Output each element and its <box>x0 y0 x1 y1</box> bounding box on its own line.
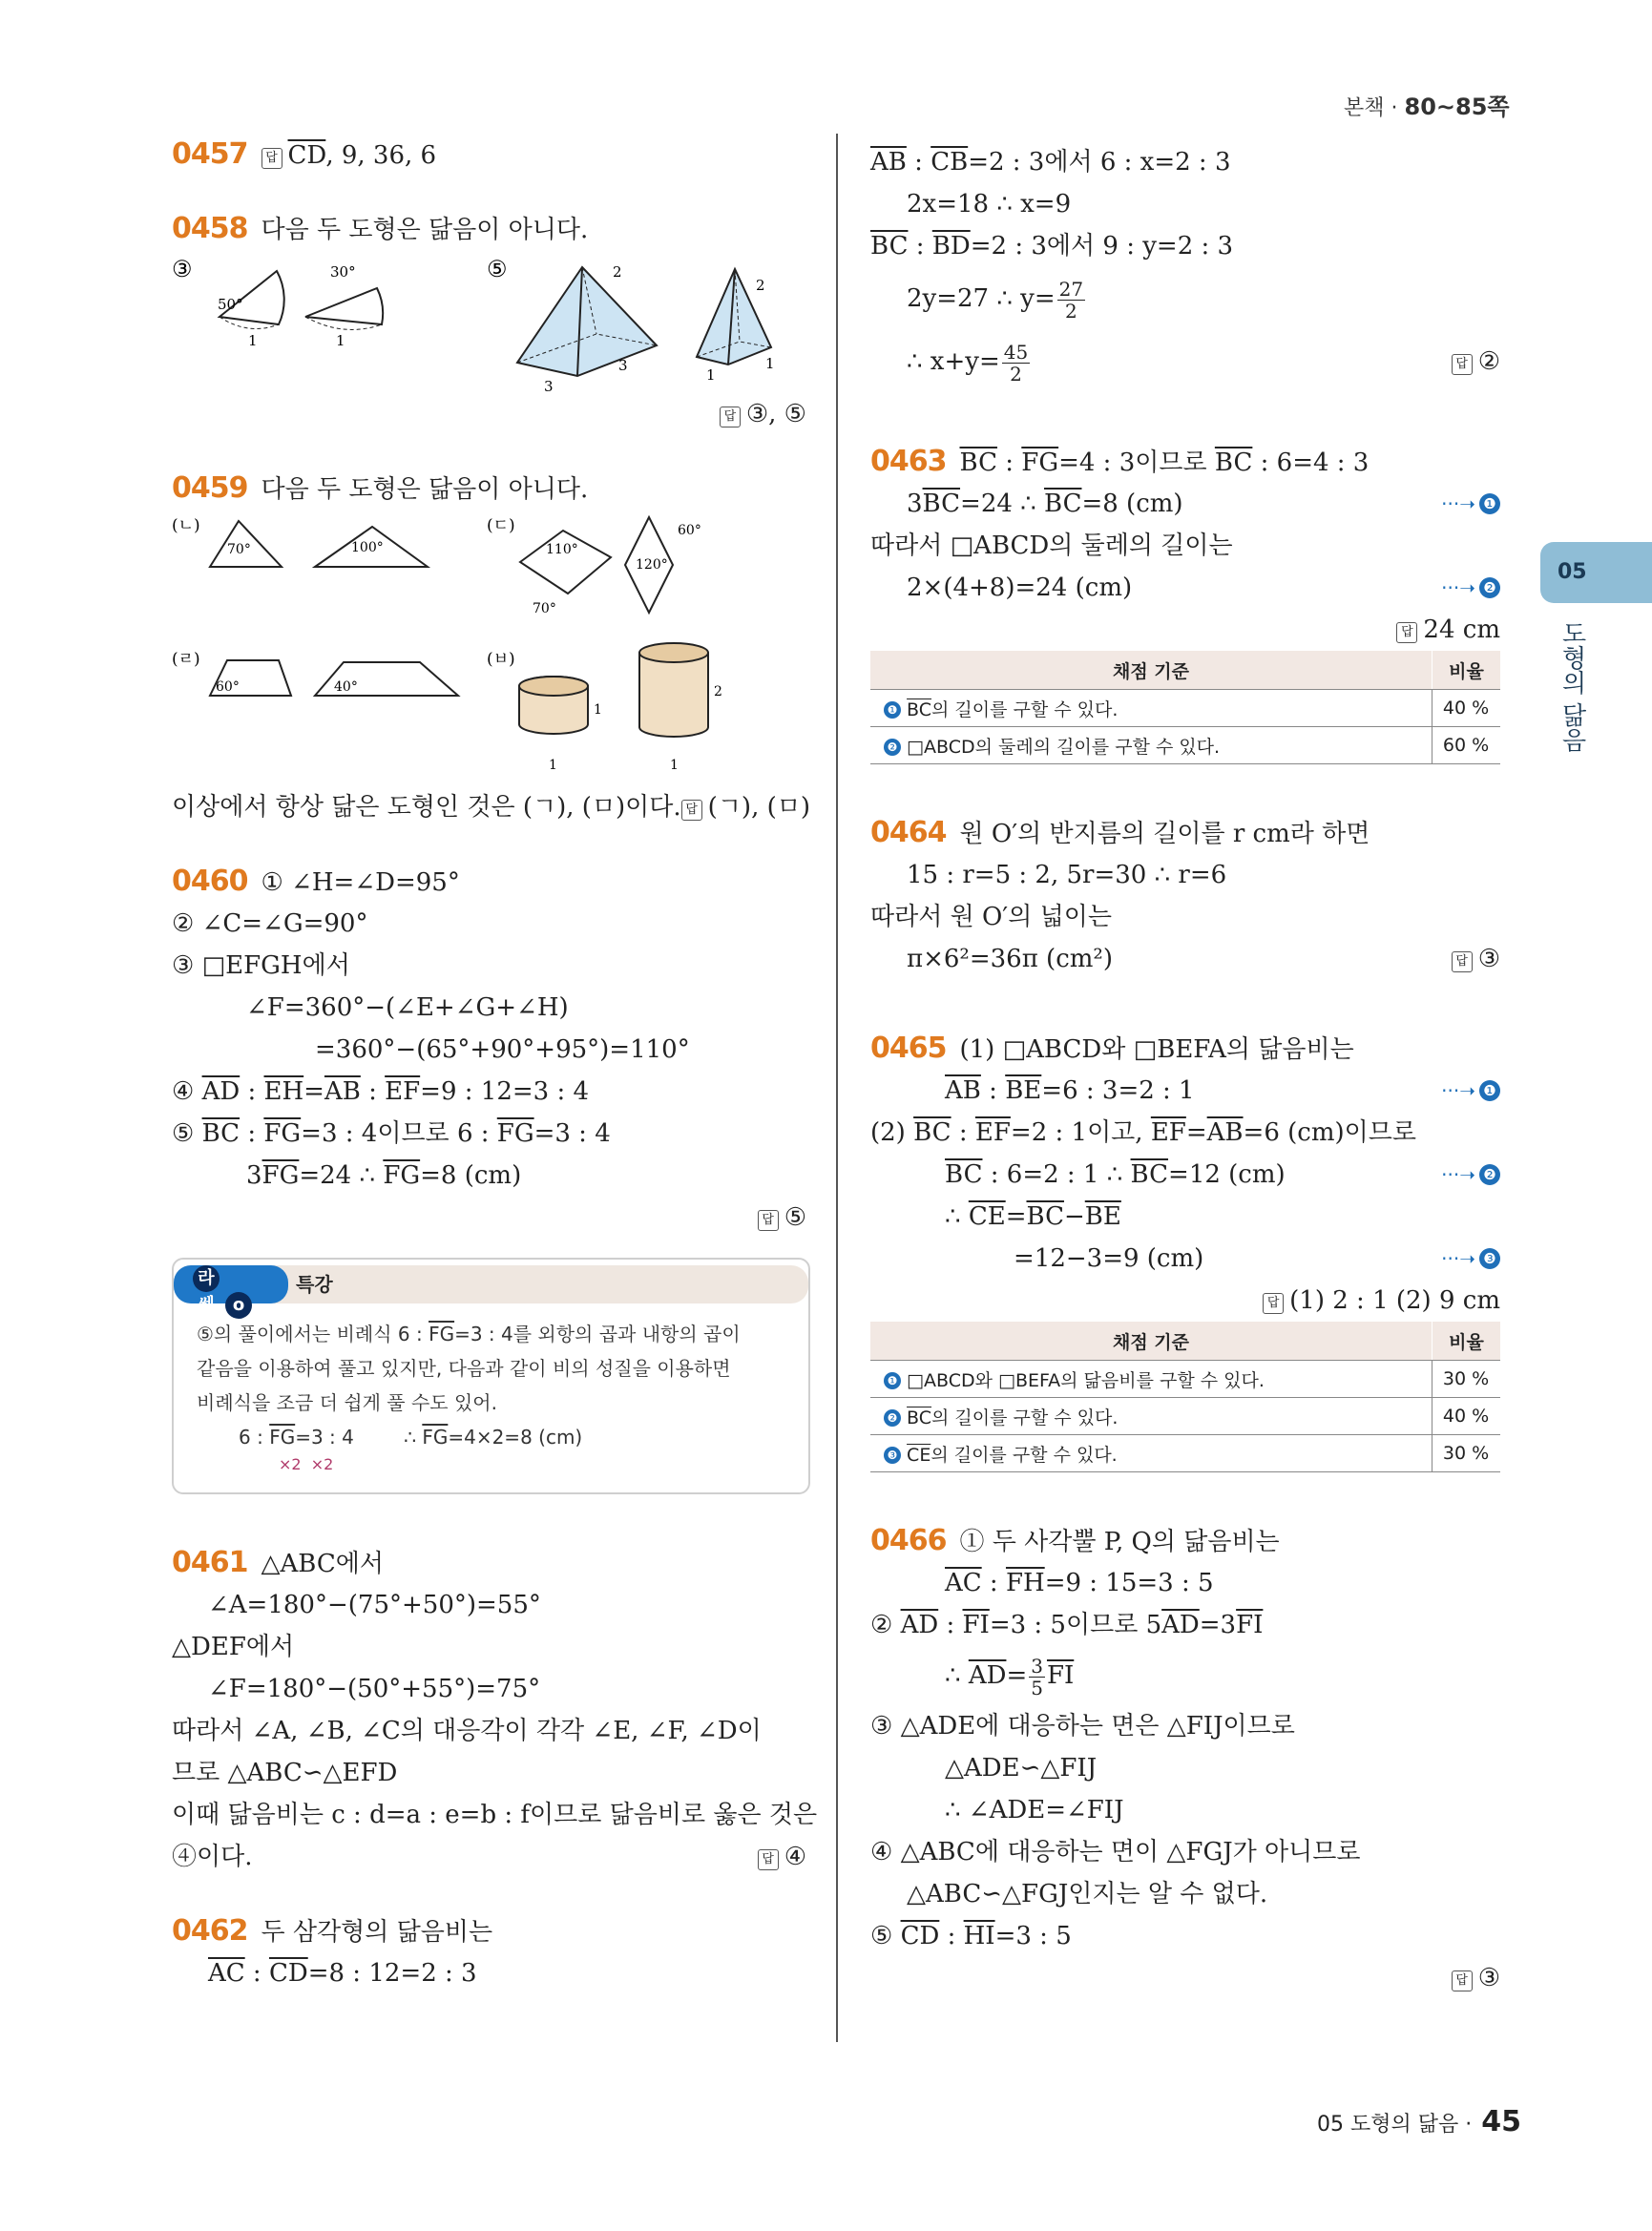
solution-line: 2x=18 ∴ x=9 <box>907 190 1072 219</box>
solution-line: △ABC∽△FGJ인지는 알 수 없다. <box>907 1880 1268 1908</box>
table-row: ❸ $\overline{CE}$의 길이를 구할 수 있다. 30 % <box>870 1435 1500 1472</box>
problem-number: 0463 <box>870 445 947 478</box>
problem-number: 0458 <box>172 212 248 245</box>
answer-icon: 답 <box>1396 622 1417 643</box>
left-column <box>172 134 818 1994</box>
solution-line: $\overline{AC}$ : $\overline{FH}=9$ : 15=3 : 5 <box>945 1569 1214 1597</box>
tip-header <box>174 1265 808 1315</box>
figure-label: (ㄷ) <box>487 516 515 535</box>
problem-number: 0464 <box>870 816 947 849</box>
solution-line: 따라서 □ABCD의 둘레의 길이는 <box>870 532 1233 560</box>
answer-icon: 답 <box>1263 1293 1284 1314</box>
figure-label: ③ <box>172 256 193 282</box>
solution-line: $3\overline{FG}=24$ ∴ $\overline{FG}=8$ (cm) <box>246 1161 522 1190</box>
step-marker: ❶ <box>1479 493 1500 514</box>
segment: $\overline{CD}$ <box>287 141 326 170</box>
table-row: ❷ $\overline{BC}$의 길이를 구할 수 있다. 40 % <box>870 1398 1500 1435</box>
problem-0464 <box>870 812 1500 980</box>
page-number: 45 <box>1481 2105 1521 2138</box>
step-marker: ❸ <box>1479 1248 1500 1269</box>
angle-label: 40° <box>334 679 358 695</box>
solution-line: ∴ x+y= $\frac{45}{2}$ 답 ② <box>907 340 1500 386</box>
answer-icon: 답 <box>758 1849 779 1870</box>
solution-line: ∠A=180°−(75°+50°)=55° <box>208 1591 541 1619</box>
solution-line: 므로 △ABC∽△EFD <box>172 1759 398 1787</box>
solution-line: ⑤ $\overline{BC}$ : $\overline{FG}=3$ : 4이므로 6 : $\overline{FG}=3$ : 4 <box>172 1119 611 1148</box>
problem-0462 <box>172 1910 806 1994</box>
solution-line: ④이다. <box>172 1843 253 1871</box>
figure-0458 <box>172 250 806 393</box>
solution-line: ② $\overline{AD}$ : $\overline{FI}=3$ : 5이므로 $5\overline{AD}=3\overline{FI}$ <box>870 1611 1264 1639</box>
solution-line: 2y=27 ∴ y= $\frac{27}{2}$ <box>907 277 1084 323</box>
solution-line: 이때 닮음비는 c : d=a : e=b : f이므로 닮음비로 옳은 것은 <box>172 1801 818 1829</box>
angle-label: 70° <box>533 601 556 616</box>
solution-line: (1) □ABCD와 □BEFA의 닮음비는 <box>959 1035 1354 1064</box>
solution-line: △DEF에서 <box>172 1633 295 1661</box>
answer-text: , 9, 36, 6 <box>325 141 437 170</box>
solution-line: ③ □EFGH에서 <box>172 951 350 980</box>
solution-line: ③ △ADE에 대응하는 면은 △FIJ이므로 <box>870 1712 1295 1741</box>
answer-text: ④ <box>784 1843 806 1871</box>
solution-line: ⑤ $\overline{CD}$ : $\overline{HI}=3$ : 5 <box>870 1922 1072 1950</box>
problem-0459 <box>172 468 811 828</box>
table-row: ❶ $\overline{BC}$의 길이를 구할 수 있다. 40 % <box>870 690 1500 727</box>
angle-label: 110° <box>546 542 578 557</box>
multiplier-label: ×2 <box>310 1455 334 1473</box>
solution-line: $\overline{BC}$ : $\overline{BD}=2$ : 3에서 9 : y=2 : 3 <box>870 232 1234 261</box>
answer-icon: 답 <box>1452 1970 1473 1991</box>
problem-number: 0459 <box>172 471 248 505</box>
solution-line: =12−3=9 (cm) ···➝ ❸ <box>870 1238 1500 1280</box>
solution-line: $\overline{BC}$ : 6=2 : 1 ∴ $\overline{BC}=12$ (cm) ···➝ ❷ <box>870 1154 1500 1196</box>
solution-line: △ADE∽△FIJ <box>945 1754 1098 1783</box>
chapter-tab-title: 도형의 닮음 <box>1558 620 1586 753</box>
answer-text: (ㄱ), (ㅁ) <box>707 793 811 822</box>
figure-label: ⑤ <box>487 256 508 282</box>
length-label: 1 <box>336 332 345 349</box>
solution-line: 따라서 ∠A, ∠B, ∠C의 대응각이 각각 ∠E, ∠F, ∠D이 <box>172 1717 762 1745</box>
cylinder-large <box>639 653 708 737</box>
solution-line: ④ $\overline{AD}$ : $\overline{EH}=\overline{AB}$ : $\overline{EF}=9$ : 12=3 : 4 <box>172 1077 590 1106</box>
problem-0465 <box>870 1028 1500 1472</box>
answer-icon: 답 <box>720 407 741 427</box>
length-label: 1 <box>594 702 602 718</box>
answer-text: (1) 2 : 1 (2) 9 cm <box>1289 1286 1500 1315</box>
answer-icon: 답 <box>1452 354 1473 375</box>
answer-text: ③ <box>1477 1964 1500 1992</box>
book-reference: 본책 · 80~85쪽 <box>1344 94 1510 120</box>
solution-line: ② ∠C=∠G=90° <box>172 909 368 938</box>
length-label: 1 <box>765 355 775 372</box>
solution-line: ∴ $\overline{CE}=\overline{BC}-\overline{BE}$ <box>945 1202 1121 1231</box>
answer-icon: 답 <box>1452 951 1473 972</box>
conclusion: 이상에서 항상 닮은 도형인 것은 (ㄱ), (ㅁ)이다. <box>172 793 681 822</box>
step-marker: ❷ <box>1479 577 1500 598</box>
solution-line: 원 O′의 반지름의 길이를 r cm라 하면 <box>959 820 1370 848</box>
problem-number: 0461 <box>172 1546 248 1579</box>
table-header: 비율 <box>1432 651 1501 690</box>
tip-title: 특강 <box>296 1273 333 1296</box>
step-marker: ❶ <box>1479 1080 1500 1101</box>
problem-0457 <box>172 134 806 176</box>
problem-number: 0460 <box>172 865 248 898</box>
table-row: ❷ □ABCD의 둘레의 길이를 구할 수 있다. 60 % <box>870 727 1500 764</box>
length-label: 2 <box>756 277 765 294</box>
problem-number: 0466 <box>870 1524 947 1557</box>
problem-0458 <box>172 208 806 435</box>
footer-chapter: 05 도형의 닮음 · <box>1317 2113 1473 2137</box>
solution-line: 15 : r=5 : 2, 5r=30 ∴ r=6 <box>907 861 1227 889</box>
solution-line: $\overline{AC}$ : $\overline{CD}=8$ : 12=2 : 3 <box>208 1959 477 1988</box>
problem-0460 <box>172 861 806 1239</box>
angle-label: 100° <box>351 540 384 555</box>
solution-line: ∠F=180°−(50°+55°)=75° <box>208 1675 541 1703</box>
angle-label: 60° <box>216 679 240 695</box>
solution-line: 따라서 원 O′의 넓이는 <box>870 903 1112 931</box>
column-divider <box>836 134 838 2042</box>
problem-number: 0457 <box>172 137 248 171</box>
problem-0462-cont <box>870 141 1500 393</box>
solution-line: 2×(4+8)=24 (cm) ···➝ ❷ <box>870 567 1500 609</box>
figure-label: (ㄹ) <box>172 650 200 669</box>
table-header: 채점 기준 <box>870 651 1432 690</box>
solution-line: 두 삼각형의 닮음비는 <box>261 1918 493 1947</box>
length-label: 2 <box>714 684 722 699</box>
angle-label: 50° <box>218 296 243 313</box>
angle-label: 120° <box>636 557 668 573</box>
angle-label: 30° <box>330 263 356 281</box>
problem-0461 <box>172 1542 818 1878</box>
answer-icon: 답 <box>681 800 702 821</box>
length-label: 3 <box>544 378 554 393</box>
answer-icon: 답 <box>261 148 282 169</box>
length-label: 1 <box>248 332 258 349</box>
figure-label: (ㄴ) <box>172 516 200 535</box>
problem-number: 0462 <box>172 1914 248 1948</box>
answer-text: 24 cm <box>1423 615 1500 644</box>
solution-line: π×6²=36π (cm²) <box>907 945 1113 973</box>
solution-line: $3\overline{BC}=24$ ∴ $\overline{BC}=8$ (cm) ···➝ ❶ <box>870 483 1500 525</box>
right-column <box>870 141 1500 1999</box>
problem-0466 <box>870 1520 1500 1999</box>
length-label: 1 <box>706 366 716 384</box>
statement: 다음 두 도형은 닮음이 아니다. <box>261 475 589 504</box>
figure-label: (ㅂ) <box>487 650 515 669</box>
answer-icon: 답 <box>758 1210 779 1231</box>
length-label: 1 <box>549 758 557 773</box>
length-label: 2 <box>613 263 622 281</box>
scoring-table <box>870 1322 1500 1472</box>
table-row: ❶ □ABCD와 □BEFA의 닮음비를 구할 수 있다. 30 % <box>870 1361 1500 1398</box>
sector-small <box>305 288 383 324</box>
solution-line: △ABC에서 <box>261 1550 384 1578</box>
solution-line: =360°−(65°+90°+95°)=110° <box>315 1035 690 1064</box>
solution-line: $\overline{AB}$ : $\overline{CB}=2$ : 3에서 6 : x=2 : 3 <box>870 148 1231 177</box>
solution-line: 0463 $\overline{BC}$ : $\overline{FG}=4$ : 3이므로 $\overline{BC}$ : 6=4 : 3 <box>870 445 1370 478</box>
multiplier-label: ×2 <box>279 1455 302 1473</box>
step-marker: ❷ <box>1479 1164 1500 1185</box>
solution-line: ① ∠H=∠D=95° <box>261 868 460 897</box>
statement: 다음 두 도형은 닮음이 아니다. <box>261 216 589 244</box>
solution-line: ∴ ∠ADE=∠FIJ <box>945 1796 1124 1824</box>
page-footer <box>1317 2105 1521 2138</box>
solution-line: ④ △ABC에 대응하는 면이 △FGJ가 아니므로 <box>870 1838 1361 1866</box>
angle-label: 70° <box>227 542 251 557</box>
length-label: 3 <box>618 357 628 374</box>
table-header: 비율 <box>1432 1322 1501 1361</box>
answer-text: ③, ⑤ <box>745 400 806 428</box>
solution-line: $\overline{AB}$ : $\overline{BE}=6$ : 3=2 : 1 ···➝ ❶ <box>870 1070 1500 1112</box>
length-label: 1 <box>670 758 679 773</box>
rhombus-1 <box>520 531 611 594</box>
solution-line: ∴ $\overline{AD}=$ $\frac{3}{5}$ $\overline{FI}$ <box>945 1654 1075 1699</box>
table-header: 채점 기준 <box>870 1322 1432 1361</box>
figure-0459 <box>172 510 806 786</box>
solution-line: (2) $\overline{BC}$ : $\overline{EF}=2$ : 1이고, $\overline{EF}=\overline{AB}=6$ (cm)이므로 <box>870 1118 1416 1147</box>
chapter-tab[interactable]: 05 <box>1540 542 1652 603</box>
answer-text: ② <box>1477 347 1500 376</box>
solution-line: ① 두 사각뿔 P, Q의 닮음비는 <box>959 1528 1280 1556</box>
tip-body: ⑤의 풀이에서는 비례식 6 : $\overline{FG}=3$ : 4를 외항의 곱과 내항의 곱이 같음을 이용하여 풀고 있지만, 다음과 같이 비의 성질을 이용하면 비례식을 조금 더 쉽게 풀 수도 있어. 6 : $\overline{FG}=3$ : 4 ∴ $\overline{FG}=4\times 2=8$ (cm) ×2 ×2 <box>197 1323 741 1473</box>
pyramid-large <box>517 267 657 376</box>
scoring-table <box>870 651 1500 764</box>
answer-text: ⑤ <box>784 1203 806 1232</box>
problem-0463 <box>870 441 1500 764</box>
problem-number: 0465 <box>870 1032 947 1065</box>
tip-box <box>172 1258 810 1494</box>
angle-label: 60° <box>678 523 701 538</box>
answer-text: ③ <box>1477 945 1500 973</box>
tip-logo: 라쎈 o <box>174 1265 288 1303</box>
solution-line: ∠F=360°−(∠E+∠G+∠H) <box>246 993 569 1022</box>
